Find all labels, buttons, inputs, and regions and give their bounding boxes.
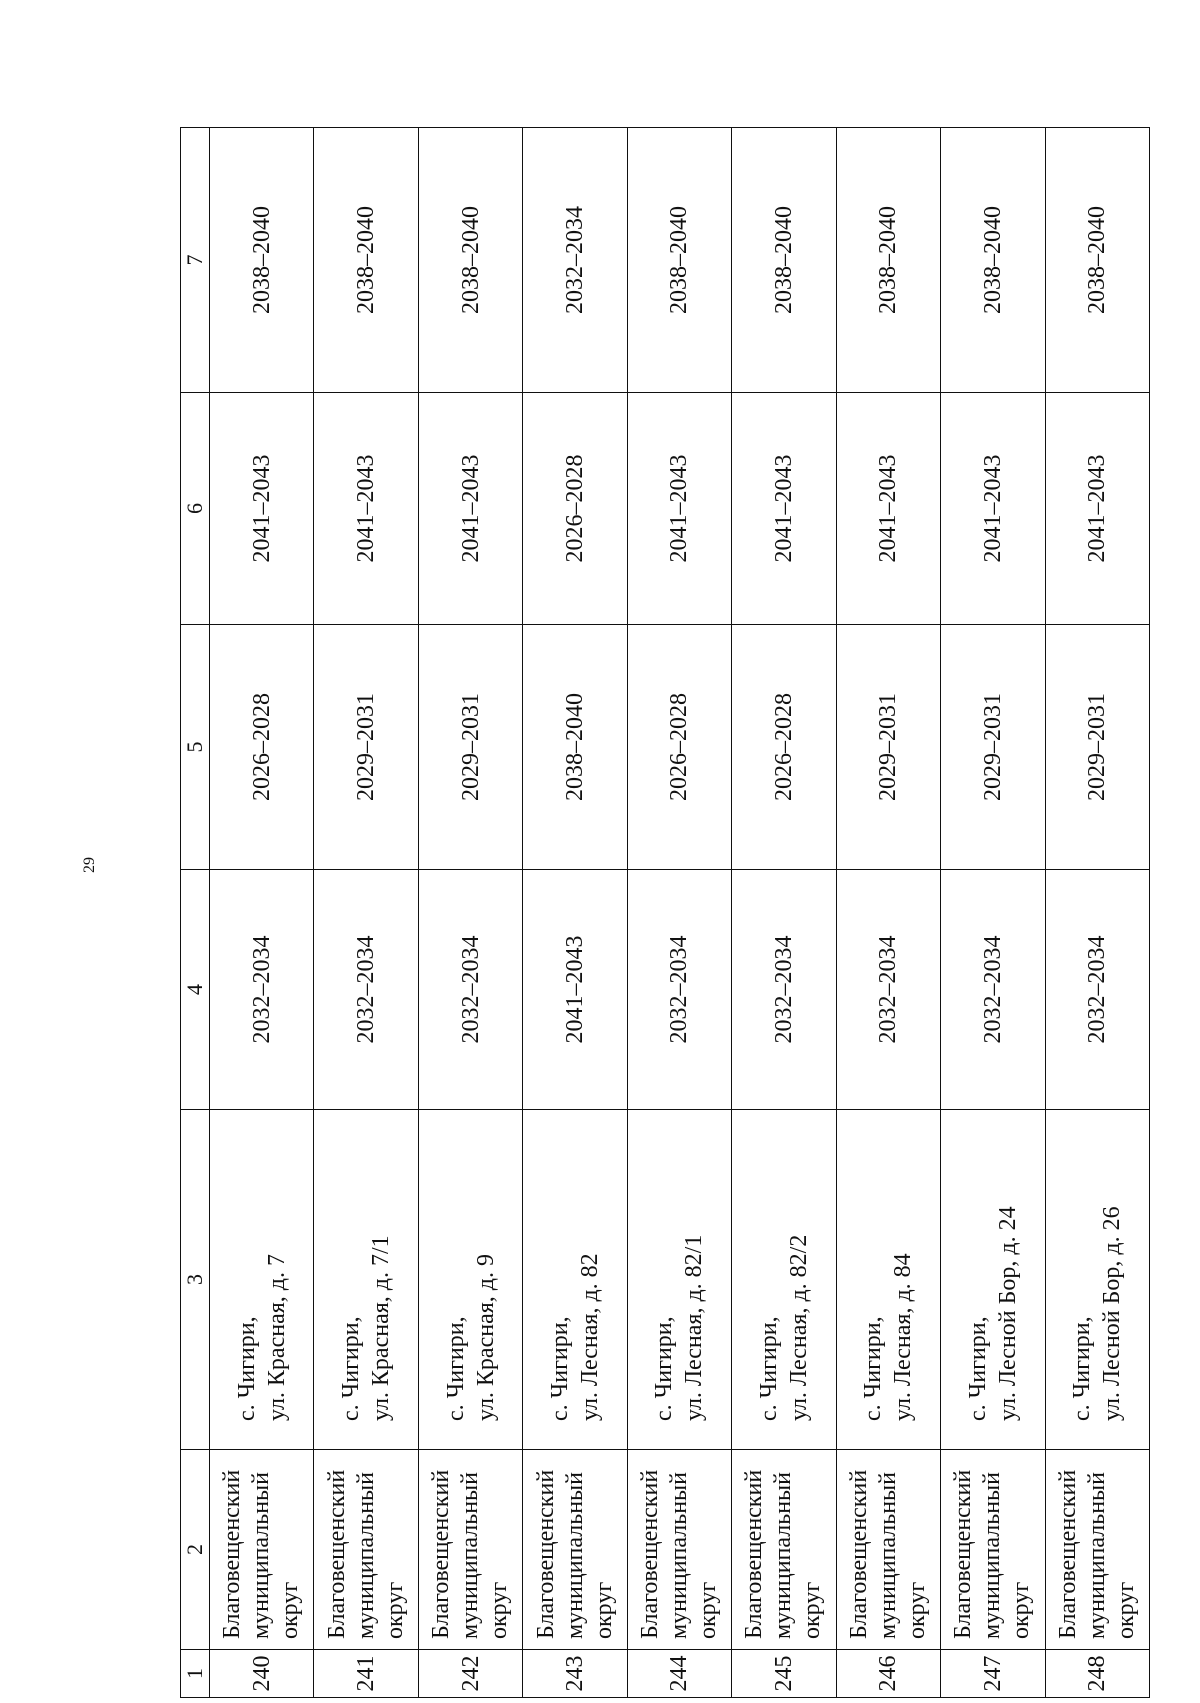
municipality-cell [627,1450,731,1650]
year-range-cell-col-6: 2026–2028 [523,393,627,625]
year-range-cell-col-5: 2026–2028 [627,625,731,870]
address-line: с. Чигири, [964,1316,991,1421]
address-line: с. Чигири, [651,1316,678,1421]
year-range-cell-col-6: 2041–2043 [314,393,418,625]
municipality-line: округ [590,1581,617,1639]
address-line: ул. Лесная, д. 84 [890,1253,917,1421]
table-body [210,128,1150,1698]
municipality-line: округ [799,1581,826,1639]
year-range-cell-col-4: 2041–2043 [523,870,627,1110]
address-cell [1045,1110,1150,1450]
municipality-line: муниципальный [665,1471,692,1639]
column-header-4: 4 [181,870,210,1110]
municipality-cell [523,1450,627,1650]
year-range-cell-col-6: 2041–2043 [836,393,940,625]
municipality-line: округ [694,1581,721,1639]
year-range-cell-col-7: 2032–2034 [523,128,627,393]
year-range-cell-col-4: 2032–2034 [836,870,940,1110]
municipality-line: округ [486,1581,513,1639]
year-range-cell-col-7: 2038–2040 [627,128,731,393]
table-row [732,128,836,1698]
address-line: с. Чигири, [233,1316,260,1421]
municipality-line: Благовещенский [532,1469,559,1639]
table-row [836,128,940,1698]
municipality-cell [1045,1450,1150,1650]
year-range-cell-col-4: 2032–2034 [210,870,314,1110]
municipality-line: Благовещенский [845,1469,872,1639]
address-line: с. Чигири, [755,1316,782,1421]
year-range-cell-col-6: 2041–2043 [941,393,1045,625]
municipality-line: муниципальный [352,1471,379,1639]
year-range-cell-col-6: 2041–2043 [210,393,314,625]
municipality-line: Благовещенский [323,1469,350,1639]
year-range-cell-col-5: 2029–2031 [314,625,418,870]
column-header-2: 2 [181,1450,210,1650]
year-range-cell-col-6: 2041–2043 [627,393,731,625]
address-line: с. Чигири, [547,1316,574,1421]
address-line: ул. Лесная, д. 82 [577,1253,604,1421]
year-range-cell-col-7: 2038–2040 [732,128,836,393]
year-range-cell-col-6: 2041–2043 [1045,393,1150,625]
address-line: ул. Лесная, д. 82/1 [681,1234,708,1421]
municipality-line: Благовещенский [636,1469,663,1639]
table-row [627,128,731,1698]
municipality-cell [941,1450,1045,1650]
municipality-line: Благовещенский [1054,1469,1081,1639]
address-line: ул. Лесной Бор, д. 24 [994,1206,1021,1421]
municipality-line: муниципальный [457,1471,484,1639]
row-number-cell: 247 [941,1650,1045,1698]
table-row [1045,128,1150,1698]
year-range-cell-col-7: 2038–2040 [418,128,522,393]
year-range-cell-col-7: 2038–2040 [314,128,418,393]
column-header-1: 1 [181,1650,210,1698]
address-line: с. Чигири, [338,1316,365,1421]
address-cell [732,1110,836,1450]
year-range-cell-col-6: 2041–2043 [732,393,836,625]
year-range-cell-col-4: 2032–2034 [941,870,1045,1110]
header-row [181,128,210,1698]
row-number-cell: 246 [836,1650,940,1698]
column-header-5: 5 [181,625,210,870]
municipality-line: Благовещенский [219,1469,246,1639]
schedule-table-wrapper [180,128,1150,1698]
address-cell [836,1110,940,1450]
table-row [941,128,1045,1698]
year-range-cell-col-4: 2032–2034 [1045,870,1150,1110]
address-line: с. Чигири, [442,1316,469,1421]
address-line: ул. Красная, д. 7/1 [368,1235,395,1421]
municipality-line: муниципальный [770,1471,797,1639]
row-number-cell: 241 [314,1650,418,1698]
year-range-cell-col-4: 2032–2034 [627,870,731,1110]
address-cell [210,1110,314,1450]
municipality-cell [732,1450,836,1650]
address-line: с. Чигири, [1069,1316,1096,1421]
municipality-line: округ [1008,1581,1035,1639]
municipality-line: Благовещенский [950,1469,977,1639]
municipality-cell [836,1450,940,1650]
municipality-line: муниципальный [1083,1471,1110,1639]
column-header-7: 7 [181,128,210,393]
year-range-cell-col-4: 2032–2034 [732,870,836,1110]
municipality-line: муниципальный [874,1471,901,1639]
table-row [210,128,314,1698]
year-range-cell-col-6: 2041–2043 [418,393,522,625]
address-line: ул. Красная, д. 7 [263,1254,290,1421]
municipality-cell [418,1450,522,1650]
address-cell [523,1110,627,1450]
address-line: ул. Лесная, д. 82/2 [785,1234,812,1421]
address-cell [418,1110,522,1450]
municipality-line: муниципальный [561,1471,588,1639]
table-row [314,128,418,1698]
row-number-cell: 248 [1045,1650,1150,1698]
year-range-cell-col-7: 2038–2040 [210,128,314,393]
year-range-cell-col-5: 2029–2031 [1045,625,1150,870]
year-range-cell-col-4: 2032–2034 [418,870,522,1110]
address-cell [941,1110,1045,1450]
address-line: ул. Красная, д. 9 [472,1254,499,1421]
municipality-cell [210,1450,314,1650]
municipality-line: округ [381,1581,408,1639]
row-number-cell: 242 [418,1650,522,1698]
year-range-cell-col-5: 2029–2031 [418,625,522,870]
year-range-cell-col-7: 2038–2040 [1045,128,1150,393]
page-number: 29 [81,857,98,873]
municipality-line: Благовещенский [741,1469,768,1639]
year-range-cell-col-7: 2038–2040 [836,128,940,393]
municipality-line: Благовещенский [428,1469,455,1639]
year-range-cell-col-5: 2038–2040 [523,625,627,870]
year-range-cell-col-4: 2032–2034 [314,870,418,1110]
year-range-cell-col-5: 2029–2031 [941,625,1045,870]
municipality-line: округ [903,1581,930,1639]
row-number-cell: 243 [523,1650,627,1698]
municipality-line: округ [277,1581,304,1639]
municipality-cell [314,1450,418,1650]
municipality-line: муниципальный [979,1471,1006,1639]
address-line: ул. Лесной Бор, д. 26 [1099,1206,1126,1421]
table-row [418,128,522,1698]
column-header-3: 3 [181,1110,210,1450]
year-range-cell-col-7: 2038–2040 [941,128,1045,393]
address-cell [627,1110,731,1450]
year-range-cell-col-5: 2026–2028 [732,625,836,870]
year-range-cell-col-5: 2026–2028 [210,625,314,870]
year-range-cell-col-5: 2029–2031 [836,625,940,870]
row-number-cell: 240 [210,1650,314,1698]
municipality-line: муниципальный [248,1471,275,1639]
table-row [523,128,627,1698]
address-line: с. Чигири, [860,1316,887,1421]
row-number-cell: 245 [732,1650,836,1698]
municipality-line: округ [1112,1581,1139,1639]
column-header-6: 6 [181,393,210,625]
schedule-table [180,127,1150,1698]
row-number-cell: 244 [627,1650,731,1698]
address-cell [314,1110,418,1450]
